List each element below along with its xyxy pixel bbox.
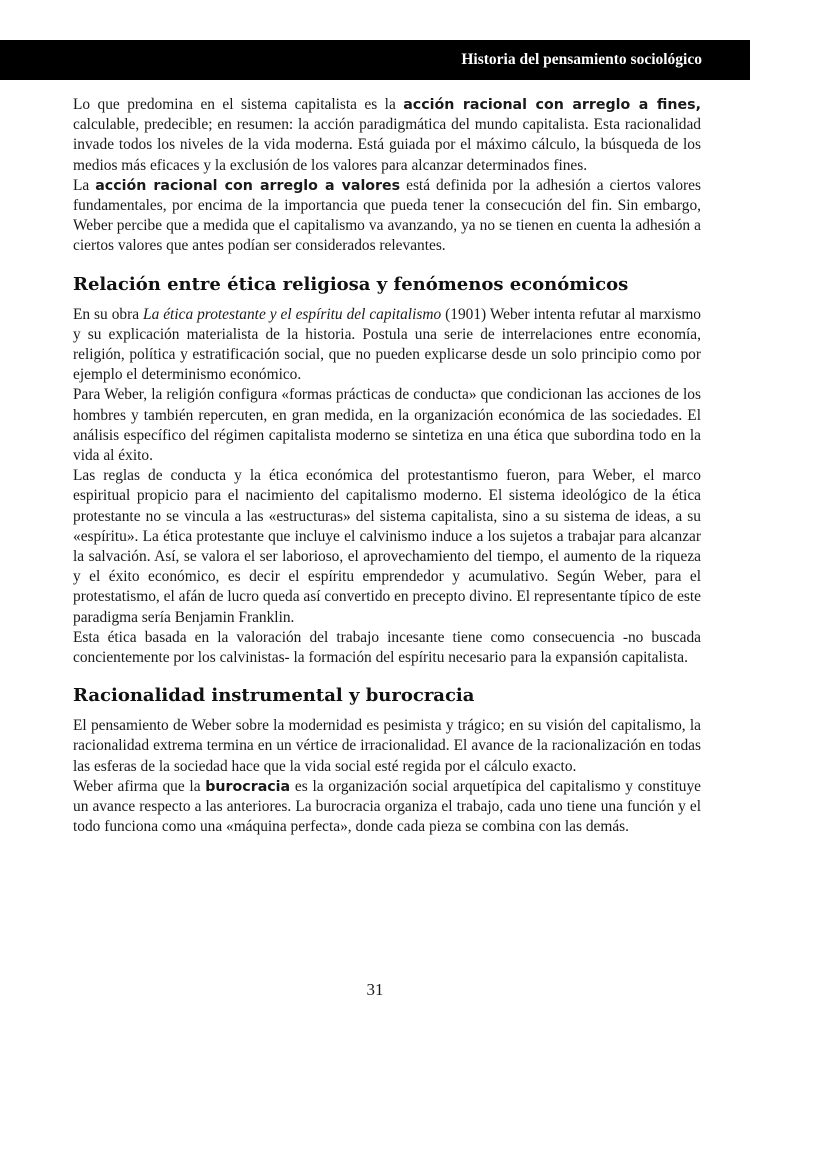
paragraph — [73, 305, 701, 386]
page-number: 31 — [366, 980, 384, 999]
paragraph-text: La — [73, 176, 96, 194]
paragraph-text: está definida por la adhesión a ciertos valores fundamentales, por encima de la importancia que pueda tener la consecución del fin. Sin embargo, Weber percibe que a medida que el capitalismo va avanzando, ya no se tienen en cuenta la adhesión a ciertos valores que antes podían ser considerados relevantes. — [73, 176, 701, 255]
paragraph-text: es la organización social arquetípica del capitalismo y constituye un avance respecto a las anteriores. La burocracia organiza el trabajo, cada uno tiene una función y el todo funciona como una «máquina perfecta», donde cada pieza se combina con las demás. — [73, 777, 701, 836]
paragraph — [73, 777, 701, 838]
bold-term: burocracia — [205, 778, 291, 795]
paragraph-text: Weber afirma que la — [73, 777, 206, 795]
section-heading: Relación entre ética religiosa y fenómenos económicos — [73, 273, 629, 295]
paragraph — [73, 176, 701, 257]
paragraph-text: calculable, predecible; en resumen: la acción paradigmática del mundo capitalista. Esta racionalidad invade todos los niveles de la vida moderna. Está guiada por el máximo cálculo, la búsqueda de los medios más eficaces y la exclusión de los valores para alcanzar determinados fines. — [73, 116, 701, 174]
paragraph-text: Lo que predomina en el sistema capitalista es la — [73, 96, 404, 113]
paragraph-text: (1901) Weber intenta refutar al marxismo y su explicación materialista de la historia. Postula una serie de interrelaciones entre economía, religión, política y estratificación social, que no pueden explicarse desde un solo principio como por ejemplo el determinismo económico. — [73, 305, 702, 384]
paragraph: Para Weber, la religión configura «formas prácticas de conducta» que condicionan las acciones de los hombres y también repercuten, en gran medida, en la organización económica de las sociedades. El análisis específico del régimen capitalista moderno se sintetiza en una ética que subordina todo en la vida al éxito. — [73, 386, 701, 465]
bold-term: acción racional con arreglo a valores — [95, 177, 401, 194]
book-title: La ética protestante y el espíritu del capitalismo — [143, 305, 442, 323]
running-header-title: Historia del pensamiento sociológico — [461, 51, 702, 68]
paragraph-text: En su obra — [73, 305, 144, 323]
paragraph: Las reglas de conducta y la ética económica del protestantismo fueron, para Weber, el marco espiritual propicio para el nacimiento del capitalismo moderno. El sistema ideológico de la ética protestante no se vincula a las «estructuras» del sistema capitalista, sino a su sistema de ideas, a su «espíritu». La ética protestante que incluye el calvinismo induce a los sujetos a trabajar para alcanzar la salvación. Así, se valora el ser laborioso, el aprovechamiento del tiempo, el aumento de la riqueza y el éxito económico, es decir el espíritu emprendedor y acumulativo. Según Weber, para el protestatismo, el afán de lucro queda así convertido en precepto divino. El representante típico de este paradigma sería Benjamin Franklin. — [73, 467, 701, 626]
bold-term: acción racional con arreglo a fines, — [403, 97, 701, 113]
paragraph — [73, 95, 701, 176]
running-header-bar — [0, 40, 750, 80]
paragraph: El pensamiento de Weber sobre la modernidad es pesimista y trágico; en su visión del capitalismo, la racionalidad extrema termina en un vértice de irracionalidad. El avance de la racionalización en todas las esferas de la sociedad hace que la vida social esté regida por el cálculo exacto. — [73, 717, 701, 775]
page-body — [73, 95, 701, 838]
section-heading: Racionalidad instrumental y burocracia — [73, 685, 475, 707]
paragraph: Esta ética basada en la valoración del trabajo incesante tiene como consecuencia -no buscada concientemente por los calvinistas- la formación del espíritu necesario para la expansión capitalista. — [73, 628, 701, 667]
